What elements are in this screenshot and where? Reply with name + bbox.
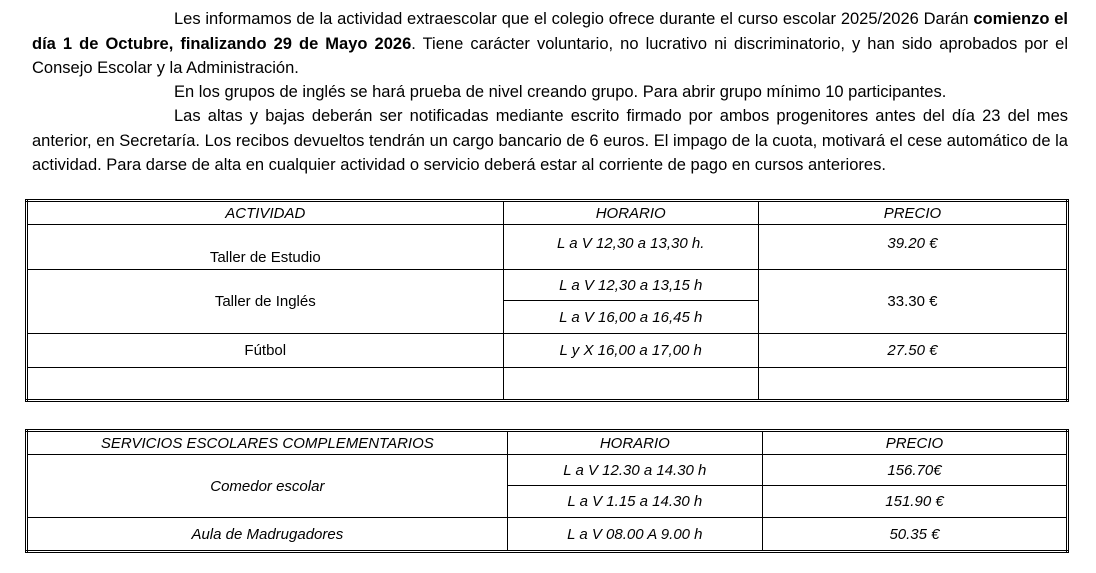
- header-precio: PRECIO: [762, 431, 1067, 455]
- activity-schedule: L a V 12,30 a 13,15 h: [503, 270, 758, 301]
- activity-schedule: L y X 16,00 a 17,00 h: [503, 334, 758, 368]
- table-row: [27, 334, 1068, 368]
- header-actividad: ACTIVIDAD: [27, 201, 504, 225]
- activities-header-row: [27, 201, 1068, 225]
- activity-price: 39.20 €: [758, 225, 1067, 270]
- intro-paragraph-3: Las altas y bajas deberán ser notificadas mediante escrito firmado por ambos progenitores antes del día 23 del mes anterior, en Secretaría. Los recibos devueltos tendrán un cargo bancario de 6 euros. El impago de la cuota, motivará el cese automático de la actividad. Para darse de alta en cualquier actividad o servicio deberá estar al corriente de pago en cursos anteriores.: [32, 107, 1068, 174]
- table-row: [27, 455, 1068, 486]
- services-table: [25, 429, 1069, 553]
- activity-price: 27.50 €: [758, 334, 1067, 368]
- service-schedule: L a V 08.00 A 9.00 h: [507, 518, 762, 552]
- activity-name: Taller de Estudio: [27, 225, 504, 270]
- services-header-row: [27, 431, 1068, 455]
- header-precio: PRECIO: [758, 201, 1067, 225]
- service-schedule: L a V 12.30 a 14.30 h: [507, 455, 762, 486]
- header-horario: HORARIO: [503, 201, 758, 225]
- service-name: Comedor escolar: [27, 455, 508, 518]
- service-schedule: L a V 1.15 a 14.30 h: [507, 486, 762, 518]
- service-name: Aula de Madrugadores: [27, 518, 508, 552]
- header-servicios: SERVICIOS ESCOLARES COMPLEMENTARIOS: [27, 431, 508, 455]
- service-price: 156.70€: [762, 455, 1067, 486]
- table-row: [27, 225, 1068, 270]
- intro-paragraph-1: Les informamos de la actividad extraescolar que el colegio ofrece durante el curso escolar 2025/2026 Darán comienzo el día 1 de Octubre, finalizando 29 de Mayo 2026. Tiene carácter voluntario, no lucrativo ni discriminatorio, y han sido aprobados por el Consejo Escolar y la Administración.: [32, 10, 1068, 77]
- header-horario: HORARIO: [507, 431, 762, 455]
- activity-price: 33.30 €: [758, 270, 1067, 334]
- service-price: 151.90 €: [762, 486, 1067, 518]
- activity-schedule: L a V 12,30 a 13,30 h.: [503, 225, 758, 270]
- start-end-dates: comienzo el día 1 de Octubre, finalizando 29 de Mayo 2026: [32, 10, 1068, 53]
- table-row: [27, 518, 1068, 552]
- activity-name: Taller de Inglés: [27, 270, 504, 334]
- table-row: [27, 270, 1068, 301]
- activities-table: [25, 199, 1069, 402]
- intro-paragraph-2: En los grupos de inglés se hará prueba de nivel creando grupo. Para abrir grupo mínimo 10 participantes.: [174, 83, 947, 101]
- activity-name: Fútbol: [27, 334, 504, 368]
- service-price: 50.35 €: [762, 518, 1067, 552]
- table-row-empty: [27, 368, 1068, 401]
- activity-schedule: L a V 16,00 a 16,45 h: [503, 301, 758, 334]
